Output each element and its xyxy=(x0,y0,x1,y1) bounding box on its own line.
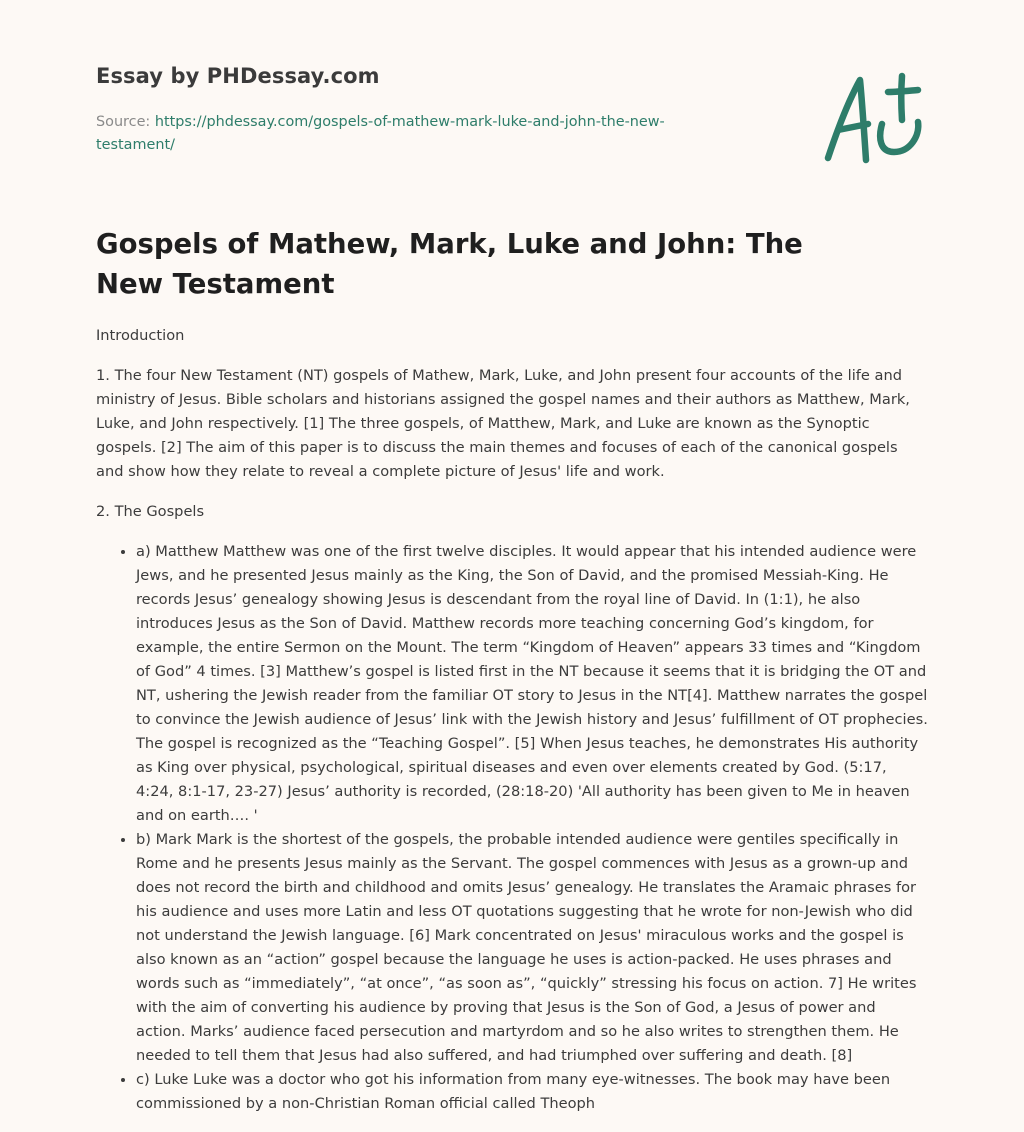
gospel-item-matthew: • a) Matthew Matthew was one of the first twelve disciples. It would appear that his intended audience were Jews, and he presented Jesus mainly as the King, the Son of David, and the promised Messiah-King. He records Jesus’ genealogy showing Jesus is descendant from the royal line of David. In (1:1), he also introduces Jesus as the Son of David. Matthew records more teaching concerning God’s kingdom, for example, the entire Sermon on the Mount. The term “Kingdom of Heaven” appears 33 times and “Kingdom of God” 4 times. [3] Matthew’s gospel is listed first in the NT because it seems that it is bridging the OT and NT, ushering the Jewish reader from the familiar OT story to Jesus in the NT[4]. Matthew narrates the gospel to convince the Jewish audience of Jesus’ link with the Jewish history and Jesus’ fulfillment of OT prophecies. The gospel is recognized as the “Teaching Gospel”. [5] When Jesus teaches, he demonstrates His authority as King over physical, psychological, spiritual diseases and even over elements created by God. (5:17, 4:24, 8:1-17, 23-27) Jesus’ authority is recorded, (28:18-20) 'All authority has been given to Me in heaven and on earth…. ' xyxy=(136,540,928,828)
intro-heading: Introduction xyxy=(96,327,185,344)
source-label: Source: xyxy=(96,114,155,130)
a-plus-logo-icon xyxy=(820,66,930,166)
source-link[interactable]: https://phdessay.com/gospels-of-mathew-mark-luke-and-john-the-new-testament/ xyxy=(96,114,665,153)
essay-title: Gospels of Mathew, Mark, Luke and John: The New Testament xyxy=(96,228,803,300)
intro-paragraph: 1. The four New Testament (NT) gospels of Mathew, Mark, Luke, and John present four accounts of the life and ministry of Jesus. Bible scholars and historians assigned the gospel names and their authors as Matthew, Mark, Luke, and John respectively. [1] The three gospels, of Matthew, Mark, and Luke are known as the Synoptic gospels. [2] The aim of this paper is to discuss the main themes and focuses of each of the canonical gospels and show how they relate to reveal a complete picture of Jesus' life and work. xyxy=(96,367,910,480)
source-line xyxy=(96,111,736,157)
gospels-list xyxy=(96,540,928,1116)
gospel-item-mark: • b) Mark Mark is the shortest of the gospels, the probable intended audience were gentiles specifically in Rome and he presents Jesus mainly as the Servant. The gospel commences with Jesus as a grown-up and does not record the birth and childhood and omits Jesus’ genealogy. He translates the Aramaic phrases for his audience and uses more Latin and less OT quotations suggesting that he wrote for non-Jewish who did not understand the Jewish language. [6] Mark concentrated on Jesus' miraculous works and the gospel is also known as an “action” gospel because the language he uses is action-packed. He uses phrases and words such as “immediately”, “at once”, “as soon as”, “quickly” stressing his focus on action. 7] He writes with the aim of converting his audience by proving that Jesus is the Son of God, a Jesus of power and action. Marks’ audience faced persecution and martyrdom and so he also writes to strengthen them. He needed to tell them that Jesus had also suffered, and had triumphed over suffering and death. [8] xyxy=(136,828,928,1068)
site-brand: Essay by PHDessay.com xyxy=(96,64,380,88)
gospels-heading: 2. The Gospels xyxy=(96,503,205,520)
essay-body xyxy=(96,324,928,1116)
gospel-item-luke: • c) Luke Luke was a doctor who got his information from many eye-witnesses. The book may have been commissioned by a non-Christian Roman official called Theoph xyxy=(136,1068,928,1116)
